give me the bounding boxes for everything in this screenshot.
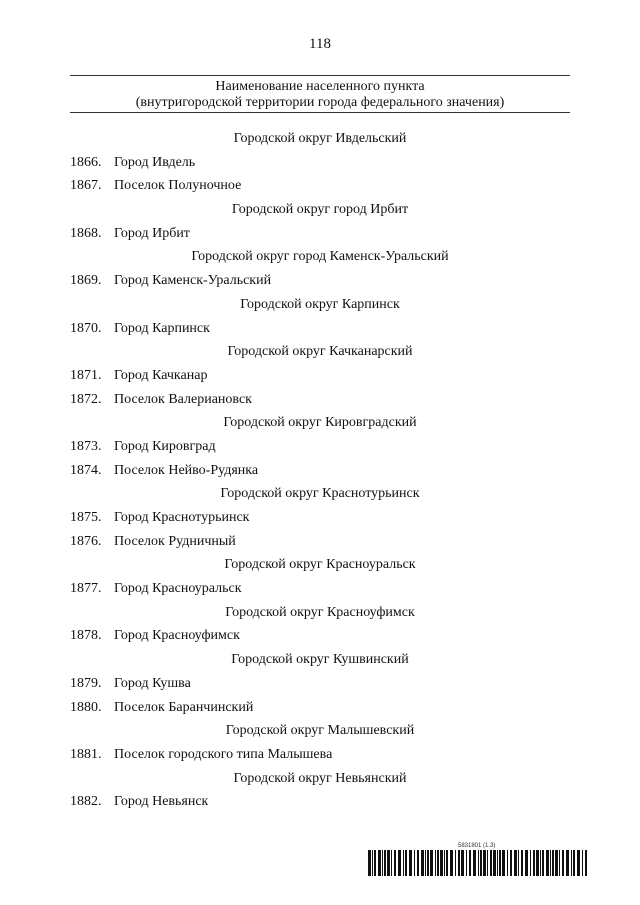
item-number: 1875. (70, 510, 102, 525)
barcode-bar (497, 850, 498, 876)
item-number: 1880. (70, 699, 102, 715)
district-heading: Городской округ Карпинск (240, 296, 400, 312)
settlement-name: Город Красноуфимск (114, 628, 240, 644)
item-number: 1874. (70, 462, 102, 478)
district-heading: Городской округ город Ирбит (231, 202, 409, 218)
barcode-bar (398, 850, 401, 876)
settlement-item (70, 151, 570, 175)
settlement-name: Город Ивдель (114, 154, 196, 170)
barcode-bar (493, 850, 496, 876)
barcode-bar (540, 850, 541, 876)
item-number: 1870. (70, 320, 102, 336)
settlement-item (70, 790, 570, 814)
item-number: 1878. (70, 628, 102, 644)
settlement-item (70, 174, 570, 198)
barcode-bar (461, 850, 464, 876)
barcode-bar (409, 850, 412, 876)
district-heading: Городской округ Малышевский (225, 723, 415, 739)
settlement-item (70, 624, 570, 648)
settlement-name: Город Красноуральск (114, 581, 242, 597)
barcode-bar (417, 850, 419, 876)
barcode-bar (542, 850, 544, 876)
barcode-bar (430, 850, 433, 876)
item-number: 1868. (70, 225, 102, 241)
barcode-bar (585, 850, 587, 876)
district-heading: Городской округ Кировградский (223, 415, 417, 431)
barcode-bar (374, 850, 376, 876)
barcode-bar (437, 850, 439, 876)
barcode-bar (507, 850, 508, 876)
barcode-bar (566, 850, 569, 876)
settlement-item (70, 743, 570, 767)
header-bottom-rule (70, 112, 570, 113)
district-heading: Городской округ Ивдельский (233, 131, 407, 146)
settlement-item (70, 222, 570, 246)
barcode-bar (525, 850, 528, 876)
document-code: 5831801 (1.3) (458, 843, 496, 849)
barcode-bar (435, 850, 436, 876)
barcode-bar (444, 850, 445, 876)
settlement-item (70, 530, 570, 554)
barcode-bar (372, 850, 373, 876)
settlement-name: Поселок Валериановск (114, 391, 252, 407)
barcode-bar (455, 850, 456, 876)
settlement-name: Поселок Полуночное (114, 178, 242, 194)
district-heading: Городской округ Кушвинский (231, 652, 409, 668)
barcode-bar (403, 850, 404, 876)
barcode-bar (530, 850, 531, 876)
barcode-bar (577, 850, 580, 876)
barcode-bar (582, 850, 583, 876)
barcode-bar (446, 850, 448, 876)
barcode-bar (550, 850, 551, 876)
settlement-item (70, 269, 570, 293)
settlement-name: Город Карпинск (114, 320, 210, 336)
barcode-bar (458, 850, 460, 876)
district-heading: Городской округ Качканарский (227, 344, 413, 360)
item-number: 1866. (70, 154, 102, 170)
item-number: 1882. (70, 794, 102, 810)
settlement-item (70, 506, 570, 530)
barcode-bar (490, 850, 492, 876)
settlement-item (70, 388, 570, 412)
district-heading: Городской округ город Каменск-Уральский (191, 249, 449, 265)
settlement-name: Поселок городского типа Малышева (114, 746, 333, 762)
header-line-2: (внутригородской территории города федерального значения) (135, 95, 505, 110)
header-top-rule (70, 75, 570, 76)
settlement-item (70, 459, 570, 483)
barcode-bar (521, 850, 523, 876)
settlement-name: Город Качканар (114, 367, 208, 383)
item-number: 1881. (70, 746, 102, 762)
settlement-item (70, 672, 570, 696)
barcode-bar (480, 850, 482, 876)
barcode-bar (514, 850, 517, 876)
barcode-bar (394, 850, 396, 876)
settlement-name: Город Краснотурьинск (114, 510, 250, 525)
settlement-item (70, 317, 570, 341)
barcode-bar (559, 850, 560, 876)
barcode-bar (440, 850, 443, 876)
barcode-bar (405, 850, 407, 876)
barcode-bar (421, 850, 424, 876)
settlement-name: Город Кушва (114, 675, 191, 691)
barcode-bar (478, 850, 479, 876)
barcode-bar (382, 850, 383, 876)
barcode-bar (499, 850, 501, 876)
barcode-image (368, 850, 590, 876)
barcode-bar (552, 850, 554, 876)
barcode-bar (378, 850, 381, 876)
barcode-bar (571, 850, 572, 876)
barcode-bar (518, 850, 519, 876)
settlement-name: Поселок Рудничный (114, 533, 236, 549)
barcode-bar (427, 850, 429, 876)
district-heading: Городской округ Краснотурьинск (220, 486, 420, 502)
settlement-item (70, 577, 570, 601)
settlement-name: Город Ирбит (114, 225, 190, 241)
page-number: 118 (309, 36, 331, 52)
header-line-1: Наименование населенного пункта (215, 79, 425, 94)
barcode-bar (414, 850, 415, 876)
item-number: 1872. (70, 391, 102, 407)
barcode-bar (487, 850, 488, 876)
settlement-name: Поселок Нейво-Рудянка (114, 462, 259, 478)
barcode-bar (425, 850, 426, 876)
barcode-bar (469, 850, 471, 876)
barcode-bar (562, 850, 564, 876)
barcode-bar (473, 850, 476, 876)
barcode-bar (368, 850, 371, 876)
settlement-list (70, 127, 570, 814)
barcode-bar (502, 850, 505, 876)
barcode-bar (510, 850, 512, 876)
item-number: 1873. (70, 438, 102, 454)
district-heading: Городской округ Красноуральск (224, 557, 416, 573)
settlement-name: Город Невьянск (114, 794, 209, 810)
settlement-name: Город Кировград (114, 438, 216, 454)
item-number: 1871. (70, 367, 102, 383)
barcode-bar (450, 850, 453, 876)
barcode-bar (546, 850, 549, 876)
settlement-item (70, 435, 570, 459)
district-heading: Городской округ Красноуфимск (225, 604, 415, 620)
item-number: 1879. (70, 675, 102, 691)
settlement-item (70, 364, 570, 388)
barcode-bar (391, 850, 392, 876)
item-number: 1877. (70, 581, 102, 597)
table-header (70, 79, 570, 111)
barcode-bar (555, 850, 558, 876)
barcode-bar (384, 850, 386, 876)
barcode-bar (483, 850, 486, 876)
barcode-bar (533, 850, 535, 876)
settlement-item (70, 696, 570, 720)
district-heading: Городской округ Невьянский (233, 770, 407, 786)
item-number: 1867. (70, 178, 102, 194)
settlement-name: Город Каменск-Уральский (114, 273, 272, 289)
item-number: 1869. (70, 273, 102, 289)
barcode-bar (573, 850, 575, 876)
settlement-name: Поселок Баранчинский (114, 699, 254, 715)
barcode-bar (387, 850, 390, 876)
barcode-bar (536, 850, 539, 876)
barcode-bar (466, 850, 467, 876)
item-number: 1876. (70, 533, 102, 549)
